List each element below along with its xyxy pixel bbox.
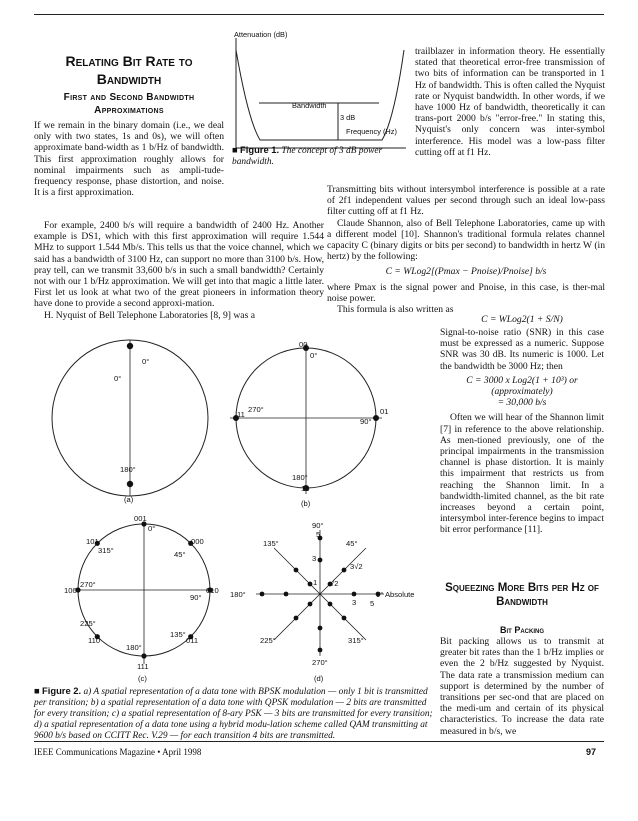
col2-para5: This formula is also written as <box>337 304 454 316</box>
page-number: 97 <box>586 747 597 757</box>
fig2d-se-deg: 315° <box>348 636 364 645</box>
fig2b-right-deg: 90° <box>360 417 372 426</box>
col2-continued <box>327 184 605 315</box>
col2-para1 <box>415 46 605 158</box>
fig2c-ne-code: 000 <box>191 537 204 546</box>
fig2d-nw-deg: 135° <box>263 539 279 548</box>
fig2d-r3: 3 <box>312 554 317 563</box>
shannon-equation-2: C = WLog2(1 + S/N) <box>481 314 563 325</box>
fig2c-w-deg: 270° <box>80 580 96 589</box>
fig2c-sw-code: 110 <box>88 636 101 645</box>
top-rule <box>34 14 604 15</box>
figure-2-constellations <box>34 334 438 684</box>
fig1-y-axis-label: Attenuation (dB) <box>234 30 288 39</box>
fig2-panel-a <box>52 340 208 504</box>
col3-para1: Signal-to-noise ratio (SNR) in this case must be expressed as a numeric. Suppose SNR was 30 dB. Its numeric is 1000. Let the bandwidth be 3000 Hz; then <box>440 327 604 372</box>
fig2d-w-deg: 180° <box>230 590 246 599</box>
fig2b-top-code: 00 <box>299 340 308 349</box>
fig2d-sublabel: (d) <box>314 674 324 683</box>
fig2c-sw-deg: 225° <box>80 619 96 628</box>
qpsk-point-01 <box>373 415 379 421</box>
fig2c-n-code: 001 <box>134 514 147 523</box>
col1-continued <box>34 220 324 321</box>
fig2c-s-code: 111 <box>137 662 149 671</box>
capacity-equation: C = 3000 x Log2(1 + 10³) or <box>466 374 578 386</box>
col3-para2: Often we will hear of the Shannon limit [7] in reference to the above relationship. As men-tioned previously, one of the principal impairments in the transmission channel is phase distortion. It is mainly this impairment that restricts us from reaching the Shannon limit. In a bandwidth-limited channel, as the bit rate increases beyond a certain point, intersymbol inter-ference begins to impact bit error performance [11]. <box>440 412 604 536</box>
shannon-equation-1: C = WLog2[(Pmax − Pnoise)/Pnoise] b/s <box>385 266 547 278</box>
fig2d-r3b: 3 <box>352 598 357 607</box>
fig2-panel-b <box>230 340 388 508</box>
fig2a-top-label: 0° <box>142 357 150 366</box>
fig2c-n-deg: 0° <box>148 524 156 533</box>
fig2b-bottom-code: 10 <box>301 484 310 493</box>
fig2c-w-code: 100 <box>64 586 77 595</box>
fig2c-se-deg: 135° <box>170 630 186 639</box>
fig2b-left-deg: 270° <box>248 405 264 414</box>
section-subtitle: First and Second Bandwidth Approximations <box>63 92 195 116</box>
fig2c-e-deg: 90° <box>190 593 202 602</box>
fig2b-top-deg: 0° <box>310 351 318 360</box>
fig2c-nw-deg: 315° <box>98 546 114 555</box>
section-title: Relating Bit Rate to Bandwidth <box>65 53 193 87</box>
fig2d-e-deg: 0° Absolute <box>376 590 415 599</box>
col3-para3: Bit packing allows us to transmit at greater bit rates than the 1 b/Hz implies or even the 2 b/Hz suggested by Nyquist. The data rate a transmission medium can support is determined by the number of transitions per sec-ond that are placed on the medi-um and certain of its physical characteristics. To increase the data rate measured in b/s, we <box>440 636 604 737</box>
fig2b-sublabel: (b) <box>301 499 311 508</box>
fig2d-ne-deg: 45° <box>346 539 358 548</box>
fig2c-nw-code: 101 <box>86 537 99 546</box>
squeezing-heading: Squeezing More Bits per Hz of Bandwidth <box>445 582 599 608</box>
fig2c-se-code: 011 <box>186 636 199 645</box>
fig2b-bottom-deg: 180° <box>292 473 308 482</box>
bpsk-point-180 <box>127 481 133 487</box>
fig2a-sublabel: (a) <box>124 495 134 504</box>
fig2b-left-code: 11 <box>237 410 245 419</box>
fig2d-s-deg: 270° <box>312 658 328 667</box>
fig2-panel-c <box>64 514 219 683</box>
footer-journal: IEEE Communications Magazine • April 1998 <box>34 747 202 757</box>
col2-para3: Claude Shannon, also of Bell Telephone Laboratories, came up with a different model [10]. Shannon's traditional formula relates channel capacity C (binary digits or bits per second) to bandwidth in hertz W (in hertz) by the following: <box>327 217 605 263</box>
fig2d-r5: 5 <box>316 530 321 539</box>
col1-para3: H. Nyquist of Bell Telephone Laboratories [8, 9] was a <box>44 309 255 321</box>
fig2d-r1: 1 <box>313 578 318 587</box>
fig2b-right-code: 01 <box>380 407 389 416</box>
fig2d-r5b: 5 <box>370 599 375 608</box>
fig2d-r2: √2 <box>330 579 339 588</box>
fig2c-sublabel: (c) <box>138 674 147 683</box>
col1-para1: If we remain in the binary domain (i.e., we deal only with two states, 1s and 0s), we will often approximate band-width as 1 b/Hz of bandwidth. This first approximation roughly allows for nominal impairments such as ampli-tude-frequency response, phase distortion, and noise. It is a first approximation. <box>34 120 224 199</box>
capacity-result: = 30,000 b/s <box>497 397 547 409</box>
capacity-approx: (approximately) <box>491 386 553 398</box>
col2-para2: Transmitting bits without intersymbol interference is possible at a rate of 2f1 independent values per second through such an ideal low-pass filter cutting off at f1 Hz. <box>327 184 605 218</box>
col1-para1-top <box>34 120 224 198</box>
fig2a-top2-label: 0° <box>114 374 122 383</box>
footer-rule <box>34 741 604 742</box>
fig2d-sw-deg: 225° <box>260 636 276 645</box>
figure-2-caption: ■ Figure 2. a) A spatial representation of a data tone with BPSK modulation — only 1 bit is transmitted per transition; b) a spatial representation of a data tone with QPSK modulation — 2 bits are transmitted for every transition; c) a spatial representation of 8-ary PSK — 3 bits are transmitted for every transition; d) a spatial representation of a data tone using a hybrid modu-lation scheme called QAM transmitting at 9600 b/s based on CCITT Rec. V.29 — for each transition 4 bits are transmitted. <box>34 685 433 741</box>
col3-upper <box>440 327 604 536</box>
fig2d-n-deg: 90° <box>312 521 324 530</box>
fig2a-bottom-label: 180° <box>120 465 136 474</box>
fig2-panel-d <box>230 521 415 683</box>
fig1-bandwidth-label: Bandwidth <box>292 101 327 110</box>
fig2c-e-code: 010 <box>206 586 219 595</box>
bit-packing-subheading: Bit Packing <box>499 625 544 635</box>
col1-para2: For example, 2400 b/s will require a bandwidth of 2400 Hz. Another example is DS1, which with this first approximation will require 1.544 MHz to support 1.544 Mb/s. This tells us that the voice channel, which we said has a bandwidth of 3100 Hz, can support no more than 3100 b/s. How, pray tell, can we transmit 33,600 b/s in such a small bandwidth? Certainly not with our 1 b/Hz approximation. We will get into that magic a little later. First let us look at what two of the great pioneers in information theory have done to provide a second approxi-mation. <box>34 220 324 310</box>
fig1-3db-label: 3 dB <box>340 113 356 122</box>
nyquist-paragraph: trailblazer in information theory. He essentially stated that theoretical error-free transmission of two bits of information can be transported in 1 Hz of bandwidth. This is often called the Nyquist rate or Nyquist bandwidth. In other words, if we have 1000 Hz of bandwidth, theoretically it can trans-port 2000 b/s "error-free." In stating this, Nyquist's only concern was inter-symbol interference. His model was a low-pass filter cutting off at f1 Hz. <box>415 46 605 158</box>
figure-1-caption: ■ Figure 1. The concept of 3 dB power bandwidth. <box>232 144 383 167</box>
fig2c-s-deg: 180° <box>126 643 142 652</box>
fig2c-ne-deg: 45° <box>174 550 186 559</box>
fig2d-r3d: 3√2 <box>350 562 363 571</box>
bpsk-point-0 <box>127 343 133 349</box>
fig1-x-axis-label: Frequency (Hz) <box>346 127 397 136</box>
col2-para4: where Pmax is the signal power and Pnoise, in this case, is ther-mal noise power. <box>327 281 605 304</box>
figure-1-attenuation-graph <box>226 30 416 158</box>
